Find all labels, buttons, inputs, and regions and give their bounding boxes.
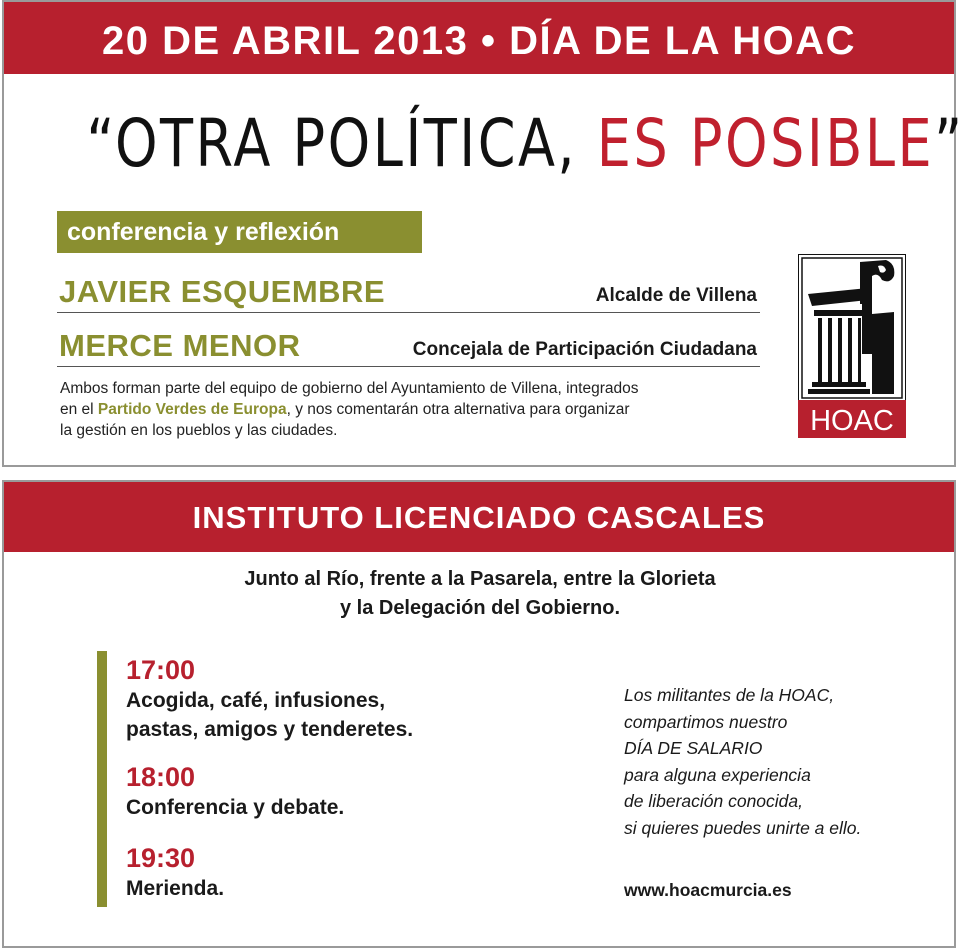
address-line: y la Delegación del Gobierno. (339, 597, 621, 619)
schedule-time: 17:00 (126, 655, 196, 685)
note-line: para alguna experiencia (624, 764, 811, 785)
party-name: Partido Verdes de Europa (97, 401, 287, 418)
description-line: Ambos forman parte del equipo de gobierno del Ayuntamiento de Villena, integrados (60, 380, 639, 397)
slogan-part-1: “OTRA POLÍTICA, (86, 105, 597, 182)
salary-note (624, 682, 861, 841)
schedule-item (126, 843, 224, 903)
description-pre: en el (60, 401, 98, 418)
note-line: si quieres puedes unirte a ello. (624, 817, 862, 838)
speaker-row (57, 326, 760, 367)
description-post: , y nos comentarán otra alternativa para organizar (286, 401, 630, 418)
note-line: DÍA DE SALARIO (624, 738, 763, 758)
speaker-row (57, 272, 760, 313)
schedule-item (126, 762, 344, 822)
logo-text: HOAC (810, 405, 894, 437)
description-line (60, 399, 780, 420)
description (60, 378, 780, 441)
venue-banner: INSTITUTO LICENCIADO CASCALES (4, 482, 954, 552)
note-line: Los militantes de la HOAC, (624, 685, 835, 705)
speaker-name: MERCE MENOR (59, 328, 301, 363)
schedule-accent-bar (97, 651, 107, 907)
schedule-time: 18:00 (126, 762, 196, 792)
speaker-role: Concejala de Participación Ciudadana (412, 339, 757, 360)
description-line: la gestión en los pueblos y las ciudades. (60, 422, 338, 439)
date-banner: 20 DE ABRIL 2013 • DÍA DE LA HOAC (4, 2, 954, 74)
speaker-name: JAVIER ESQUEMBRE (59, 274, 386, 309)
slogan-part-3: ” (934, 105, 965, 182)
schedule-item (126, 655, 413, 744)
hoac-logo-icon (798, 254, 906, 438)
schedule-text: Merienda. (126, 877, 225, 900)
schedule-text: Conferencia y debate. (126, 796, 345, 819)
slogan (86, 96, 965, 192)
note-line: de liberación conocida, (624, 791, 804, 811)
venue-address (0, 565, 960, 623)
note-line: compartimos nuestro (624, 711, 788, 732)
schedule-text: Acogida, café, infusiones, (126, 689, 386, 712)
speaker-role: Alcalde de Villena (595, 285, 757, 306)
schedule-text: pastas, amigos y tenderetes. (126, 718, 414, 741)
conference-tag: conferencia y reflexión (57, 211, 422, 253)
address-line: Junto al Río, frente a la Pasarela, entre la Glorieta (244, 568, 716, 590)
schedule-time: 19:30 (126, 843, 196, 873)
slogan-part-2: ES POSIBLE (596, 105, 935, 182)
website-link[interactable]: www.hoacmurcia.es (624, 880, 792, 900)
